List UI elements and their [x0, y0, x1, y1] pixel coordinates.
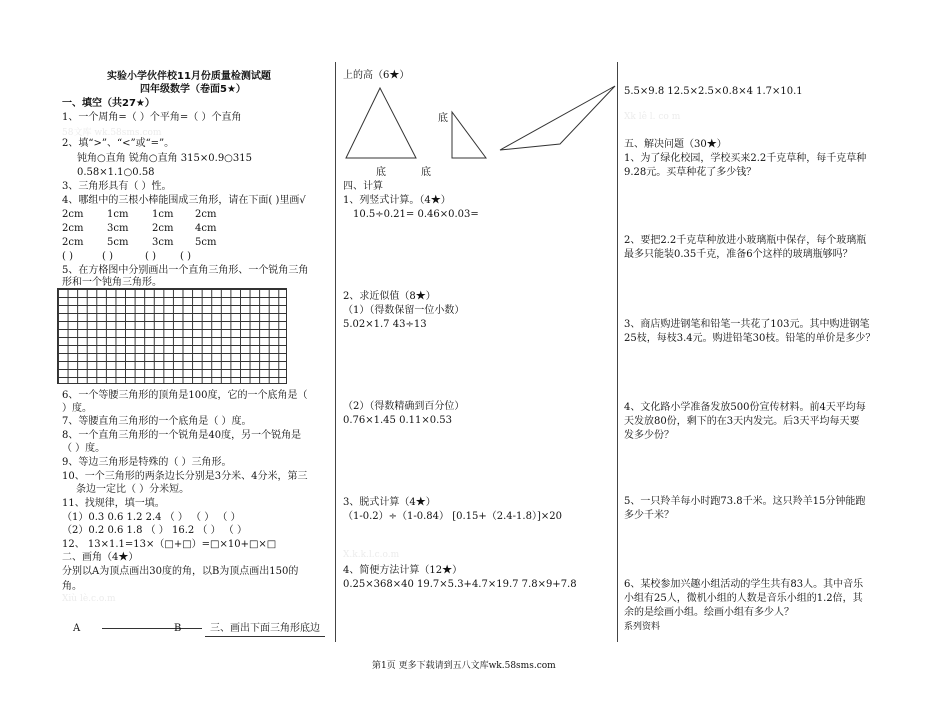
triangles-figure: [340, 80, 620, 180]
exam-title: 实验小学伙伴校11月份质量检测试题: [107, 71, 271, 82]
calc-part-2: 2、求近似值（8★）: [343, 291, 436, 302]
answer-blank[interactable]: ( ): [145, 251, 156, 262]
question-8-line-b: （ ）度。: [62, 443, 106, 454]
calc-part-4: 4、简便方法计算（12★）: [343, 565, 463, 576]
question-6-line-b: ）度。: [62, 403, 92, 414]
problem-3-line-a: 3、商店购进钢笔和铅笔一共花了103元。其中购进钢笔: [624, 319, 870, 330]
question-5-line-b: 形和一个钝角三角形。: [62, 277, 162, 288]
question-6-line-a: 6、一个等腰三角形的顶角是100度，它的一个底角是（: [62, 390, 308, 401]
point-b-label: B: [174, 623, 182, 634]
section5-heading: 五、解决问题（30★）: [624, 139, 727, 150]
stick-cell: 2cm: [62, 237, 84, 248]
problem-1-line-a: 1、为了绿化校园，学校买来2.2千克草种，每千克草种: [624, 153, 867, 164]
stick-cell: 3cm: [152, 237, 174, 248]
problem-6-line-b: 小组有25人，微机小组的人数是音乐小组的1.2倍，其: [624, 593, 863, 604]
calc-part-3-items: （1-0.2）÷（1-0.84） [0.15+（2.4-1.8）]×20: [343, 511, 562, 522]
question-8-line-a: 8、一个直角三角形的一个锐角是40度，另一个锐角是: [62, 430, 302, 441]
calc-part-3: 3、脱式计算（4★）: [343, 497, 436, 508]
acute-triangle: [346, 88, 416, 158]
obtuse-triangle: [500, 86, 615, 150]
page-footer[interactable]: 第1页 更多下载请到五八文库wk.58sms.com: [372, 661, 556, 671]
drawing-grid[interactable]: [57, 288, 287, 384]
base-label: 底: [421, 167, 431, 178]
watermark-2: Xiù lè.c.o.m: [62, 594, 116, 604]
question-10-line-a: 10、一个三角形的两条边长分别是3分米、4分米，第三: [62, 471, 308, 482]
right-triangle: [452, 112, 486, 158]
watermark-4: Xk lê l. co m: [624, 112, 681, 122]
calc-part-2a: （1）（得数保留一位小数）: [343, 305, 465, 316]
question-4: 4、哪组中的三根小棒能围成三角形，请在下面( )里画√: [62, 195, 306, 206]
question-2: 2、填“>”、“<”或“=”。: [62, 138, 175, 149]
calc-part-1-items: 10.5÷0.21= 0.46×0.03=: [353, 209, 479, 220]
stick-cell: 5cm: [107, 237, 129, 248]
problem-5-line-b: 多少千米？: [624, 510, 674, 521]
section2-heading: 二、画角（4★）: [62, 552, 139, 563]
section2-text-a: 分别以A为顶点画出30度的角，以B为顶点画出150的: [62, 566, 299, 577]
section3-underline: [205, 636, 325, 637]
section1-heading: 一、填空（共27★）: [62, 98, 155, 109]
question-1: 1、一个周角=（ ）个平角=（ ）个直角: [62, 112, 242, 123]
question-2-line-b: 0.58×1.1○0.58: [77, 167, 155, 178]
problem-3-line-b: 25枝，每枝3.4元。购进铅笔30枝。铅笔的单价是多少？: [624, 333, 876, 344]
watermark-3: X.k.k.l.c.o.m: [343, 550, 400, 560]
problem-4-line-a: 4、文化路小学准备发放500份宣传材料。前4天平均每: [624, 402, 866, 413]
stick-cell: 2cm: [62, 209, 84, 220]
calc-part-2a-items: 5.02×1.7 43÷13: [343, 319, 427, 330]
segment-ab: [102, 628, 202, 629]
section4-heading: 四、计算: [343, 181, 383, 192]
question-7: 7、等腰直角三角形的一个底角是（ ）度。: [62, 416, 252, 427]
question-5-line-a: 5、在方格图中分别画出一个直角三角形、一个锐角三角: [62, 265, 309, 276]
problem-6-line-c: 余的是绘画小组。绘画小组有多少人？: [624, 607, 794, 618]
exam-subtitle: 四年级数学（卷面5★）: [140, 84, 246, 95]
watermark-1: 58文库 wk.58sms.com: [62, 128, 162, 138]
problem-2-line-a: 2、要把2.2千克草种放进小玻璃瓶中保存，每个玻璃瓶: [624, 235, 867, 246]
series-label: 系列资料: [624, 622, 661, 632]
question-2-line-a: 钝角○直角 锐角○直角 315×0.9○315: [77, 153, 252, 164]
stick-cell: 5cm: [195, 237, 217, 248]
problem-5-line-a: 5、一只羚羊每小时跑73.8千米。这只羚羊15分钟能跑: [624, 496, 866, 507]
question-11-line-a: （1）0.3 0.6 1.2 2.4 （ ） （ ） （ ）: [62, 512, 241, 523]
stick-cell: 2cm: [62, 223, 84, 234]
stick-cell: 3cm: [107, 223, 129, 234]
stick-cell: 2cm: [195, 209, 217, 220]
stick-cell: 1cm: [152, 209, 174, 220]
problem-6-line-a: 6、某校参加兴趣小组活动的学生共有83人。其中音乐: [624, 579, 864, 590]
stick-cell: 1cm: [107, 209, 129, 220]
problem-4-line-b: 天发放80份，剩下的在3天内发完。后3天平均每天要: [624, 416, 860, 427]
question-10-line-b: 条边一定比（ ）分米短。: [76, 484, 190, 495]
question-11: 11、找规律，填一填。: [62, 498, 165, 509]
stick-cell: 4cm: [195, 223, 217, 234]
base-label: 底: [376, 167, 386, 178]
calc-part-4-more: 5.5×9.8 12.5×2.5×0.8×4 1.7×10.1: [624, 86, 803, 97]
answer-blank[interactable]: ( ): [62, 251, 73, 262]
calc-part-2b-items: 0.76×1.45 0.11×0.53: [343, 415, 452, 426]
problem-4-line-c: 发多少份？: [624, 430, 674, 441]
section2-text-b: 角。: [62, 581, 82, 592]
base-label: 底: [438, 113, 448, 124]
problem-1-line-b: 9.28元。买草种花了多少钱？: [624, 167, 757, 178]
calc-part-4-items: 0.25×368×40 19.7×5.3+4.7×19.7 7.8×9+7.8: [343, 579, 577, 590]
stick-cell: 2cm: [152, 223, 174, 234]
question-9: 9、等边三角形是特殊的（ ）三角形。: [62, 457, 232, 468]
question-12: 12、 13×1.1=13×（□+□）=□×10+□×□: [62, 539, 277, 550]
calc-part-2b: （2）（得数精确到百分位）: [343, 401, 465, 412]
calc-part-1: 1、列竖式计算。（4★）: [343, 195, 451, 206]
column-divider-left: [335, 62, 336, 642]
section3-heading: 三、画出下面三角形底边: [210, 623, 320, 634]
point-a-label: A: [73, 623, 81, 634]
problem-2-line-b: 最多只能装0.35千克，准备6个这样的玻璃瓶够吗？: [624, 249, 853, 260]
section3-continued: 上的高（6★）: [343, 70, 410, 81]
question-3: 3、三角形具有（ ）性。: [62, 181, 172, 192]
question-11-line-b: （2）0.2 0.6 1.8 （ ） 16.2 （ ） （ ）: [62, 525, 247, 536]
answer-blank[interactable]: ( ): [180, 251, 191, 262]
answer-blank[interactable]: ( ): [102, 251, 113, 262]
